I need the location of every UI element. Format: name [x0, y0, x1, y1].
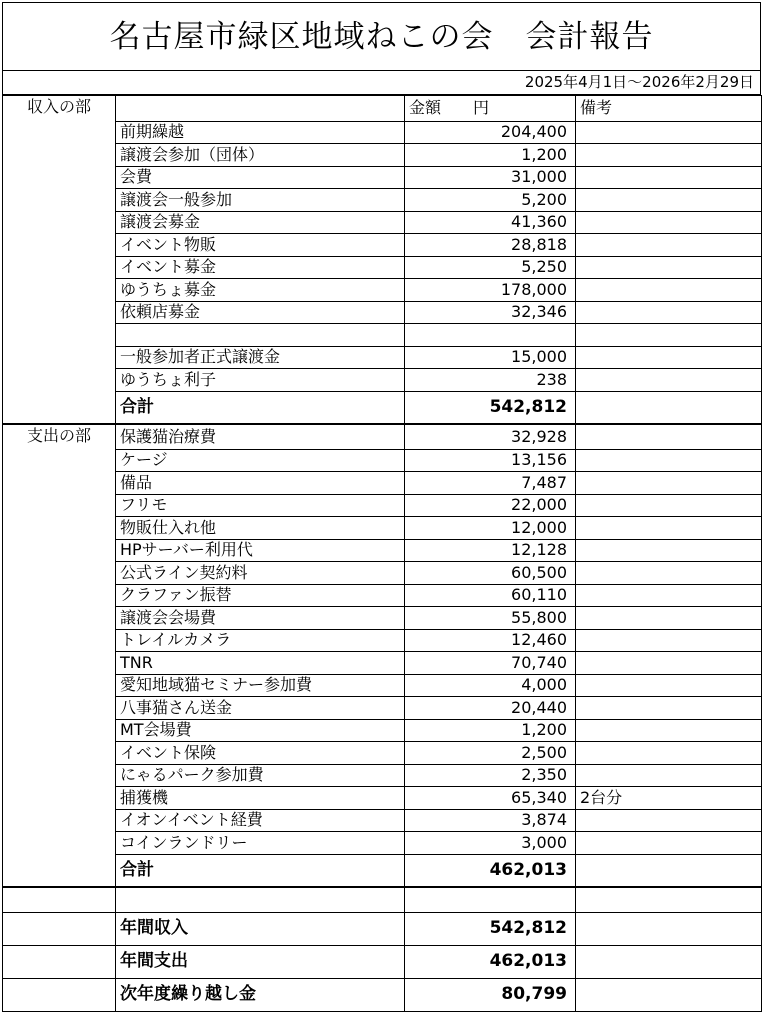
section-blank [3, 674, 116, 697]
report-title: 名古屋市緑区地域ねこの会 会計報告 [2, 2, 761, 71]
income-row [3, 324, 762, 347]
expense-amount: 32,928 [405, 424, 576, 450]
expense-amount: 12,000 [405, 517, 576, 540]
income-item: ゆうちょ募金 [116, 279, 405, 302]
section-blank [3, 607, 116, 630]
section-blank [3, 629, 116, 652]
spacer-row [3, 887, 762, 913]
income-note [576, 144, 762, 167]
section-blank [3, 211, 116, 234]
income-amount: 5,250 [405, 256, 576, 279]
income-note [576, 189, 762, 212]
expense-total-row [3, 854, 762, 887]
income-item: 前期繰越 [116, 121, 405, 144]
income-note [576, 121, 762, 144]
income-note [576, 369, 762, 392]
income-total-row [3, 391, 762, 424]
expense-note [576, 424, 762, 450]
section-blank [3, 472, 116, 495]
expense-amount: 70,740 [405, 652, 576, 675]
spacer-cell [116, 887, 405, 913]
expense-row [3, 652, 762, 675]
ledger-table [2, 95, 762, 1012]
summary-label: 年間収入 [116, 912, 405, 945]
expense-item: 八事猫さん送金 [116, 697, 405, 720]
expense-row [3, 494, 762, 517]
income-amount: 238 [405, 369, 576, 392]
expense-item: HPサーバー利用代 [116, 539, 405, 562]
income-row [3, 189, 762, 212]
income-item: イベント募金 [116, 256, 405, 279]
summary-note [576, 912, 762, 945]
section-blank [3, 764, 116, 787]
income-amount [405, 324, 576, 347]
income-item: 譲渡会募金 [116, 211, 405, 234]
expense-item: 譲渡会会場費 [116, 607, 405, 630]
income-note [576, 279, 762, 302]
expense-row [3, 719, 762, 742]
expense-amount: 60,110 [405, 584, 576, 607]
expense-note [576, 607, 762, 630]
income-item: ゆうちょ利子 [116, 369, 405, 392]
expense-item: 備品 [116, 472, 405, 495]
income-note [576, 256, 762, 279]
section-blank [3, 697, 116, 720]
expense-item: 愛知地域猫セミナー参加費 [116, 674, 405, 697]
income-total-label: 合計 [116, 391, 405, 424]
expense-note [576, 832, 762, 855]
expense-row [3, 424, 762, 450]
expense-note [576, 764, 762, 787]
income-row [3, 144, 762, 167]
expense-note [576, 629, 762, 652]
expense-item: にゃるパーク参加費 [116, 764, 405, 787]
section-blank [3, 719, 116, 742]
income-item: 一般参加者正式譲渡金 [116, 346, 405, 369]
expense-row [3, 832, 762, 855]
expense-row [3, 764, 762, 787]
expense-row [3, 472, 762, 495]
expense-note [576, 652, 762, 675]
section-blank [3, 517, 116, 540]
expense-note [576, 674, 762, 697]
expense-amount: 12,460 [405, 629, 576, 652]
income-note [576, 324, 762, 347]
section-blank [3, 562, 116, 585]
income-item: 譲渡会参加（団体） [116, 144, 405, 167]
spacer-cell [3, 887, 116, 913]
income-row [3, 256, 762, 279]
expense-note [576, 517, 762, 540]
expense-row [3, 562, 762, 585]
expense-total-label: 合計 [116, 854, 405, 887]
spacer-cell [405, 887, 576, 913]
expense-note [576, 449, 762, 472]
income-amount: 32,346 [405, 301, 576, 324]
section-blank [3, 301, 116, 324]
section-blank [3, 189, 116, 212]
expense-row [3, 809, 762, 832]
income-row [3, 121, 762, 144]
summary-row [3, 945, 762, 978]
expense-item: コインランドリー [116, 832, 405, 855]
section-blank [3, 449, 116, 472]
header-item-cell [116, 96, 405, 122]
section-blank [3, 346, 116, 369]
section-blank [3, 494, 116, 517]
expense-item: イベント保険 [116, 742, 405, 765]
income-amount: 31,000 [405, 166, 576, 189]
expense-amount: 2,350 [405, 764, 576, 787]
section-blank [3, 652, 116, 675]
expense-row [3, 629, 762, 652]
income-amount: 178,000 [405, 279, 576, 302]
expense-row [3, 697, 762, 720]
income-amount: 1,200 [405, 144, 576, 167]
section-blank [3, 121, 116, 144]
section-blank [3, 854, 116, 887]
expense-amount: 1,200 [405, 719, 576, 742]
section-blank [3, 369, 116, 392]
expense-row [3, 607, 762, 630]
expense-note [576, 539, 762, 562]
income-item: 依頼店募金 [116, 301, 405, 324]
income-amount: 41,360 [405, 211, 576, 234]
header-amount: 金額 円 [405, 96, 576, 122]
summary-row [3, 912, 762, 945]
section-blank [3, 787, 116, 810]
expense-item: フリモ [116, 494, 405, 517]
income-amount: 15,000 [405, 346, 576, 369]
expense-amount: 13,156 [405, 449, 576, 472]
expense-row [3, 449, 762, 472]
expense-note: 2台分 [576, 787, 762, 810]
income-row [3, 166, 762, 189]
section-blank [3, 256, 116, 279]
income-note [576, 211, 762, 234]
income-total-note [576, 391, 762, 424]
section-blank [3, 144, 116, 167]
income-row [3, 211, 762, 234]
summary-amount: 80,799 [405, 978, 576, 1011]
header-row [3, 96, 762, 122]
expense-total-note [576, 854, 762, 887]
income-note [576, 166, 762, 189]
expense-note [576, 719, 762, 742]
expense-item: イオンイベント経費 [116, 809, 405, 832]
spacer-cell [576, 887, 762, 913]
expense-amount: 3,000 [405, 832, 576, 855]
summary-blank [3, 912, 116, 945]
expense-item: 物販仕入れ他 [116, 517, 405, 540]
income-item: イベント物販 [116, 234, 405, 257]
section-blank [3, 584, 116, 607]
expense-item: TNR [116, 652, 405, 675]
income-note [576, 346, 762, 369]
section-blank [3, 234, 116, 257]
expense-row [3, 674, 762, 697]
summary-note [576, 978, 762, 1011]
expense-amount: 65,340 [405, 787, 576, 810]
expense-amount: 4,000 [405, 674, 576, 697]
section-blank [3, 742, 116, 765]
expense-note [576, 472, 762, 495]
expense-item: 保護猫治療費 [116, 424, 405, 450]
income-item [116, 324, 405, 347]
report-period: 2025年4月1日～2026年2月29日 [2, 71, 761, 95]
expense-amount: 2,500 [405, 742, 576, 765]
summary-blank [3, 945, 116, 978]
income-item: 会費 [116, 166, 405, 189]
income-row [3, 234, 762, 257]
section-blank [3, 391, 116, 424]
section-blank [3, 539, 116, 562]
expense-row [3, 742, 762, 765]
header-remarks: 備考 [576, 96, 762, 122]
summary-label: 次年度繰り越し金 [116, 978, 405, 1011]
section-blank [3, 324, 116, 347]
income-row [3, 279, 762, 302]
expense-item: 捕獲機 [116, 787, 405, 810]
income-note [576, 301, 762, 324]
expense-note [576, 494, 762, 517]
expense-amount: 3,874 [405, 809, 576, 832]
expense-note [576, 562, 762, 585]
expense-item: 公式ライン契約料 [116, 562, 405, 585]
expense-row [3, 517, 762, 540]
income-row [3, 369, 762, 392]
expense-note [576, 742, 762, 765]
expense-amount: 22,000 [405, 494, 576, 517]
expense-row [3, 584, 762, 607]
income-row [3, 301, 762, 324]
expense-note [576, 809, 762, 832]
income-item: 譲渡会一般参加 [116, 189, 405, 212]
income-total: 542,812 [405, 391, 576, 424]
income-section-label: 収入の部 [3, 96, 116, 122]
income-amount: 28,818 [405, 234, 576, 257]
section-blank [3, 809, 116, 832]
expense-note [576, 697, 762, 720]
expense-section-label: 支出の部 [3, 424, 116, 450]
expense-item: ケージ [116, 449, 405, 472]
expense-row [3, 787, 762, 810]
expense-item: トレイルカメラ [116, 629, 405, 652]
income-amount: 204,400 [405, 121, 576, 144]
expense-item: クラファン振替 [116, 584, 405, 607]
income-amount: 5,200 [405, 189, 576, 212]
expense-note [576, 584, 762, 607]
expense-amount: 60,500 [405, 562, 576, 585]
expense-amount: 55,800 [405, 607, 576, 630]
expense-amount: 20,440 [405, 697, 576, 720]
expense-item: MT会場費 [116, 719, 405, 742]
expense-row [3, 539, 762, 562]
income-note [576, 234, 762, 257]
expense-amount: 7,487 [405, 472, 576, 495]
summary-amount: 542,812 [405, 912, 576, 945]
income-row [3, 346, 762, 369]
section-blank [3, 279, 116, 302]
summary-amount: 462,013 [405, 945, 576, 978]
summary-row [3, 978, 762, 1011]
section-blank [3, 832, 116, 855]
summary-label: 年間支出 [116, 945, 405, 978]
summary-blank [3, 978, 116, 1011]
summary-note [576, 945, 762, 978]
section-blank [3, 166, 116, 189]
expense-amount: 12,128 [405, 539, 576, 562]
expense-total: 462,013 [405, 854, 576, 887]
